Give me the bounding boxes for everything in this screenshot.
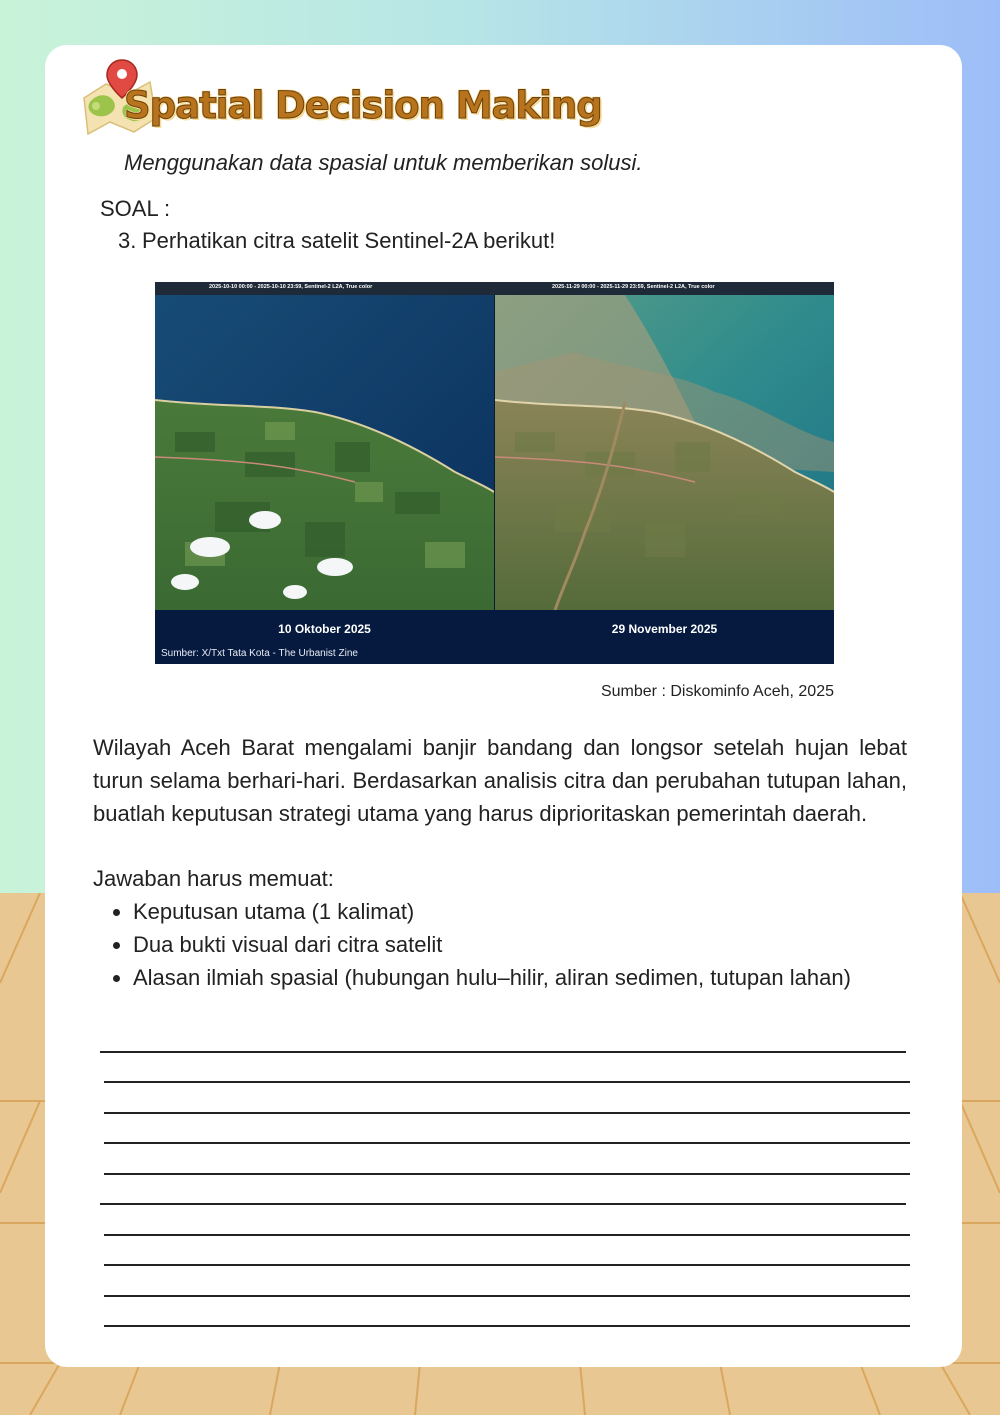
satellite-imagery — [155, 282, 834, 610]
answer-line[interactable] — [104, 1264, 910, 1266]
section-label: SOAL : — [100, 196, 171, 221]
requirements-label: Jawaban harus memuat: — [93, 866, 334, 891]
list-item: Keputusan utama (1 kalimat) — [93, 895, 907, 928]
question-prompt: Perhatikan citra satelit Sentinel-2A berikut! — [142, 228, 556, 253]
satellite-image-comparison — [155, 282, 834, 664]
answer-line[interactable] — [104, 1112, 910, 1114]
question-paragraph: Wilayah Aceh Barat mengalami banjir bandang dan longsor setelah hujan lebat turun selama berhari-hari. Berdasarkan analisis citra dan perubahan tutupan lahan, buatlah keputusan strategi utama yang harus diprioritaskan pemerintah daerah. — [93, 735, 907, 826]
caption-after: 29 November 2025 — [611, 622, 718, 636]
timestamp-before: 2025-10-10 00:00 - 2025-10-10 23:59, Sentinel-2 L2A, True color — [209, 284, 373, 290]
question-number: 3. — [118, 228, 137, 253]
image-inner-source: Sumber: X/Txt Tata Kota - The Urbanist Zine — [161, 648, 358, 659]
answer-line[interactable] — [104, 1081, 910, 1083]
list-item: Dua bukti visual dari citra satelit — [93, 928, 907, 961]
answer-line[interactable] — [104, 1173, 910, 1175]
timestamp-after: 2025-11-29 00:00 - 2025-11-29 23:59, Sentinel-2 L2A, True color — [552, 284, 715, 290]
answer-line[interactable] — [104, 1295, 910, 1297]
answer-line[interactable] — [104, 1142, 910, 1144]
image-source: Sumber : Diskominfo Aceh, 2025 — [600, 683, 834, 700]
caption-before: 10 Oktober 2025 — [278, 622, 371, 636]
answer-line[interactable] — [100, 1203, 906, 1205]
answer-line[interactable] — [104, 1325, 910, 1327]
answer-line[interactable] — [104, 1234, 910, 1236]
answer-line[interactable] — [100, 1051, 906, 1053]
page-subtitle: Menggunakan data spasial untuk memberikan solusi. — [124, 150, 643, 175]
list-item: Alasan ilmiah spasial (hubungan hulu–hilir, aliran sedimen, tutupan lahan) — [93, 961, 907, 994]
page-title: Spatial Decision Making — [124, 84, 602, 127]
requirements-list — [93, 895, 907, 994]
